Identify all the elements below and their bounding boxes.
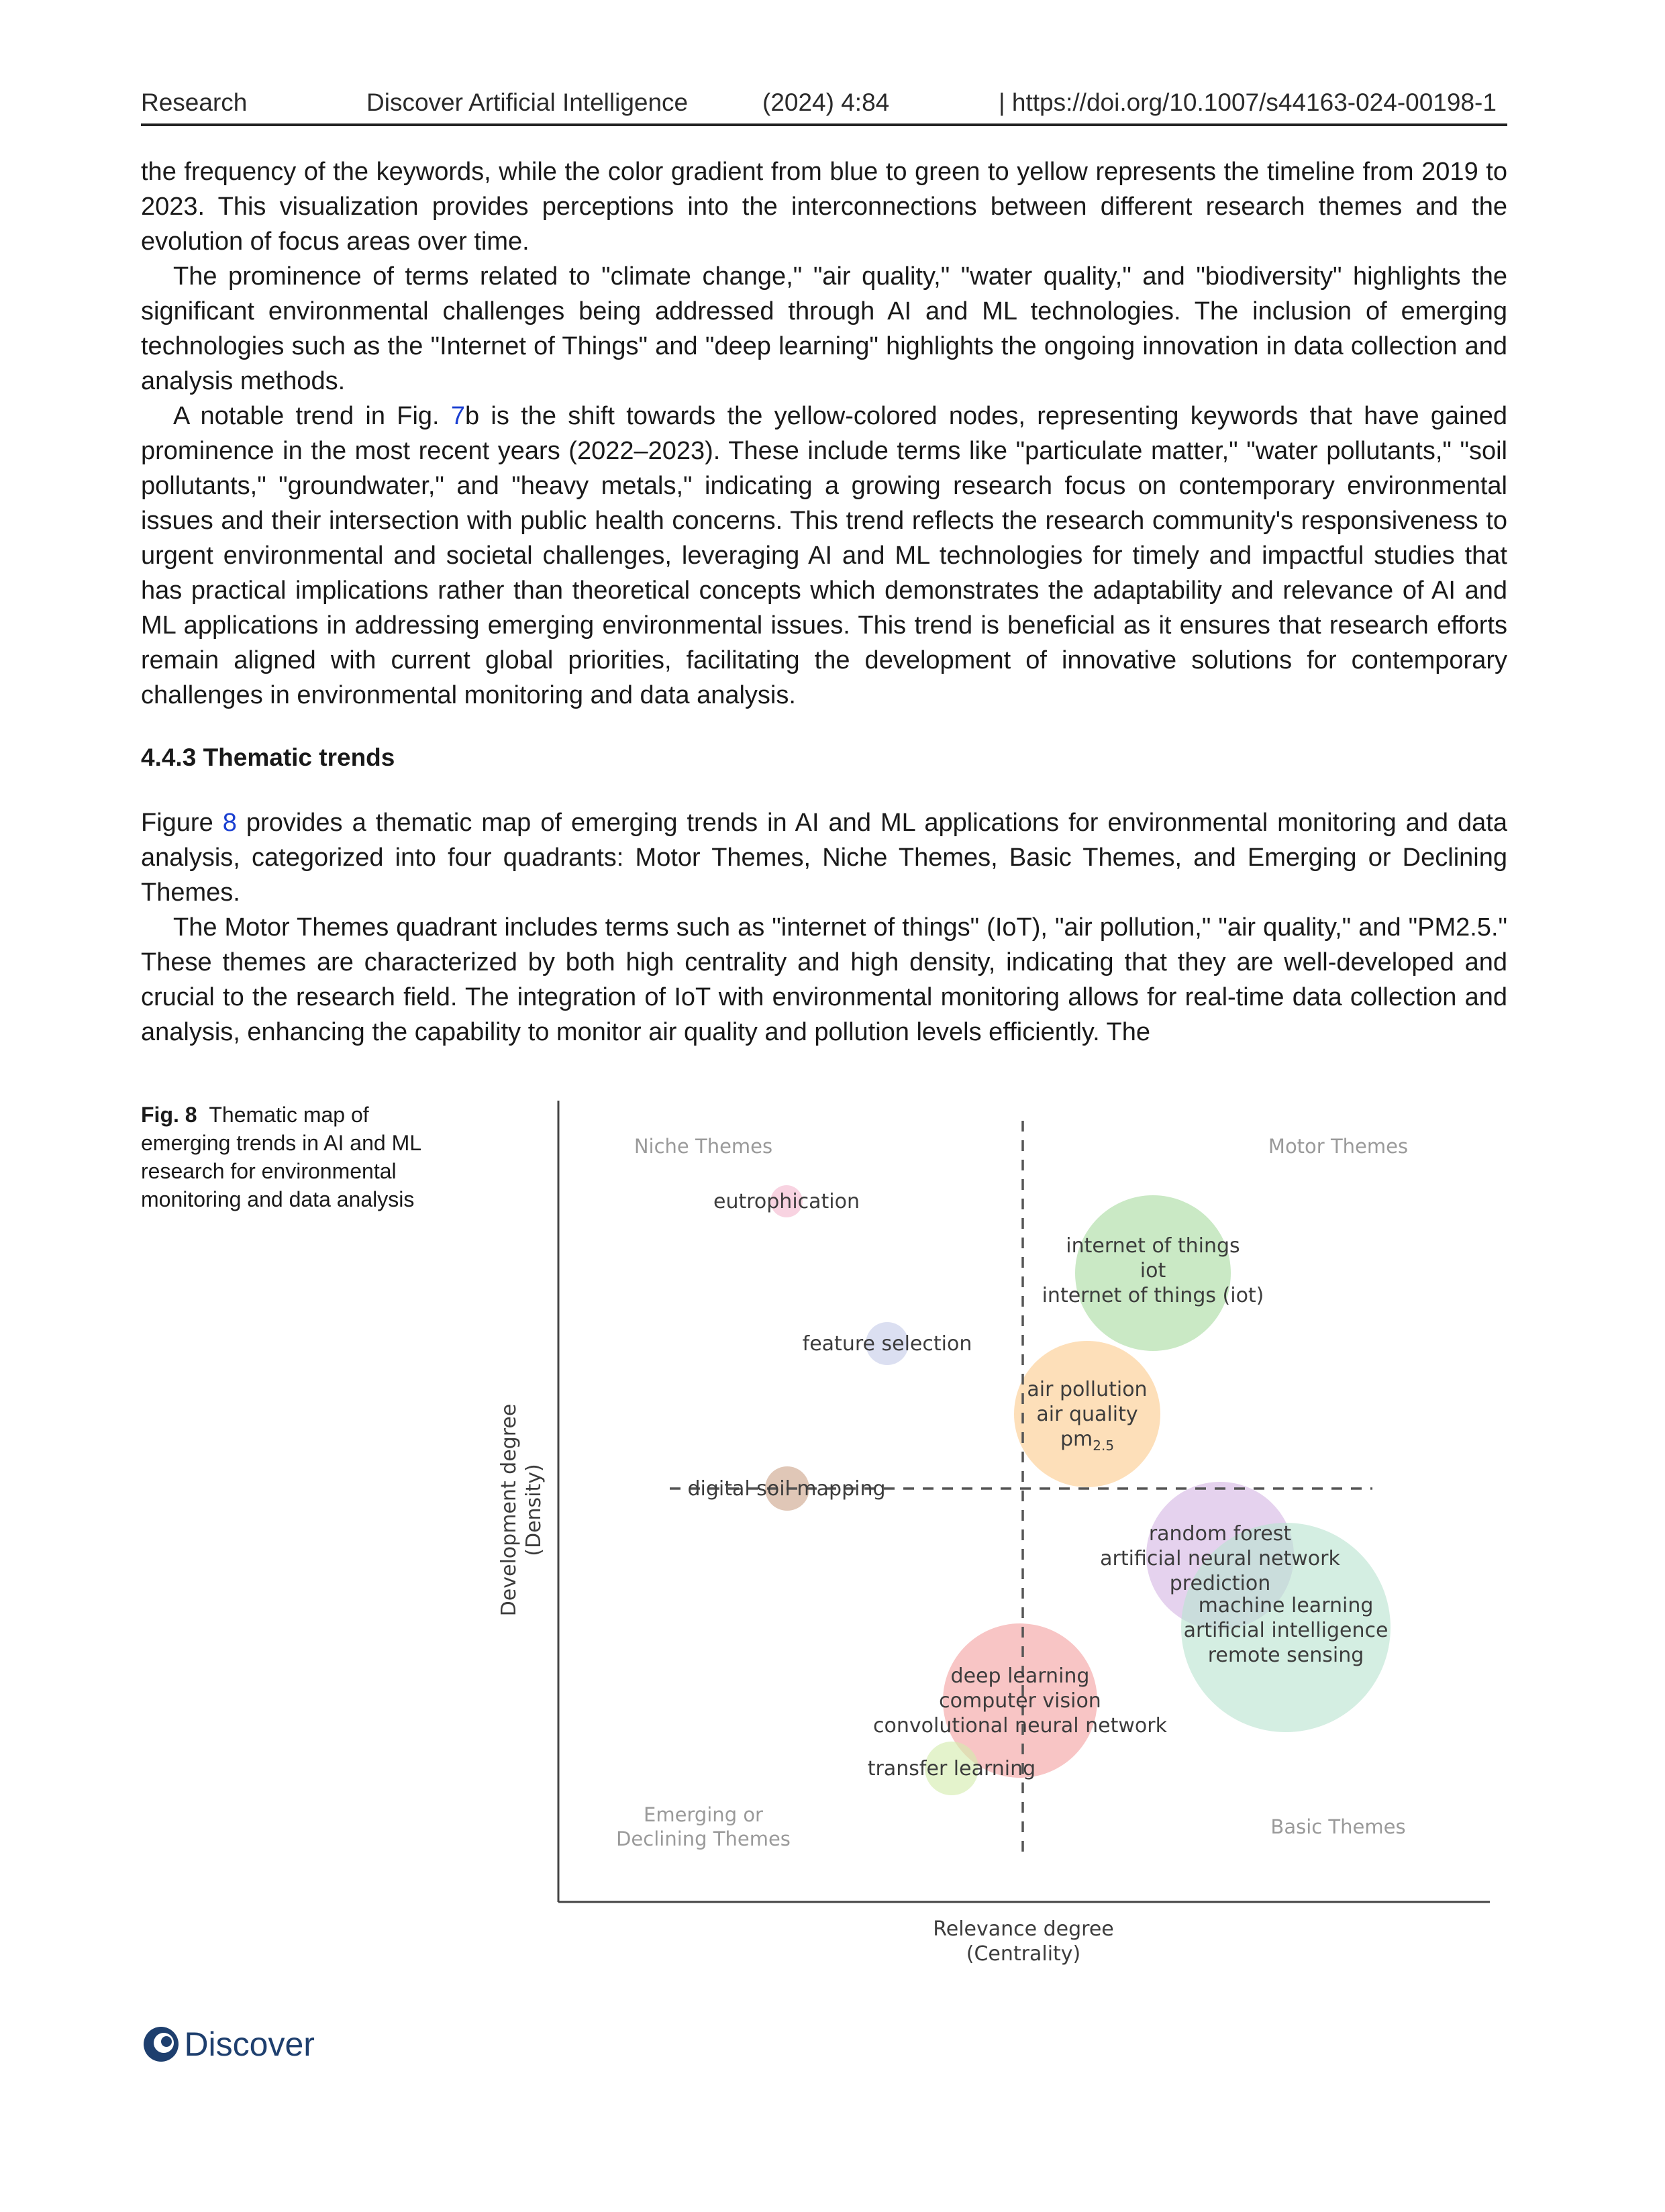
- quadrant-label-emerging: Declining Themes: [616, 1827, 791, 1850]
- cluster-label: $pm_{2.5}$: [1060, 1427, 1115, 1454]
- cluster-label: iot: [1140, 1259, 1166, 1283]
- y-axis-title: (Density): [522, 1464, 546, 1556]
- paragraph: The prominence of terms related to "climate change," "air quality," "water quality," and "biodiversity" highlights the significant environmental challenges being addressed through AI and ML technologies. The inclusion of emerging technologies such as the "Internet of Things" and "deep learning" highlights the ongoing innovation in data collection and analysis methods.: [141, 262, 1507, 395]
- thematic-map-chart: [497, 1101, 1510, 1993]
- cluster-label: internet of things (iot): [1042, 1284, 1264, 1307]
- cluster-label: artificial neural network: [1100, 1547, 1340, 1570]
- cluster-label: machine learning: [1198, 1594, 1374, 1617]
- cluster-label: air quality: [1036, 1403, 1138, 1426]
- discover-brand: Discover: [184, 2025, 315, 2063]
- cluster-label: deep learning: [950, 1664, 1090, 1688]
- quadrant-label-emerging: Emerging or: [644, 1803, 763, 1826]
- cluster-label: transfer learning: [867, 1757, 1036, 1780]
- quadrant-label-niche: Niche Themes: [634, 1135, 773, 1158]
- cluster-label: digital soil mapping: [687, 1477, 886, 1501]
- figure-caption: [141, 1101, 443, 1213]
- cluster-label: air pollution: [1027, 1378, 1148, 1401]
- cluster-label: random forest: [1148, 1522, 1292, 1546]
- header-journal: Discover Artificial Intelligence: [366, 89, 689, 116]
- caption-text: Thematic map of emerging trends in AI and ML research for environmental monitoring and data analysis: [141, 1103, 421, 1211]
- header-section: Research: [141, 89, 248, 116]
- cluster-label: remote sensing: [1207, 1644, 1364, 1667]
- y-axis-title: Development degree: [497, 1403, 521, 1617]
- paragraph: the frequency of the keywords, while the color gradient from blue to green to yellow represents the timeline from 2019 to 2023. This visualization provides perceptions into the interconnections between different research themes and the evolution of focus areas over time.: [141, 158, 1507, 256]
- running-header: [141, 86, 1507, 126]
- header-doi[interactable]: | https://doi.org/10.1007/s44163-024-00198-1: [999, 89, 1497, 116]
- quadrant-label-basic: Basic Themes: [1270, 1815, 1406, 1838]
- discover-logo-icon: [141, 2024, 181, 2064]
- cluster-label: prediction: [1169, 1572, 1271, 1595]
- header-volume: (2024) 4:84: [762, 89, 890, 116]
- cluster-label: artificial intelligence: [1183, 1619, 1389, 1642]
- quadrant-label-motor: Motor Themes: [1268, 1135, 1409, 1158]
- paragraph: Figure 8 provides a thematic map of emerging trends in AI and ML applications for environmental monitoring and data analysis, categorized into four quadrants: Motor Themes, Niche Themes, Basic Themes, and Emerging or Declining Themes.: [141, 809, 1507, 907]
- cluster-label: computer vision: [939, 1689, 1101, 1713]
- discover-logo: [141, 2024, 315, 2064]
- cluster-label: internet of things: [1066, 1234, 1240, 1258]
- cluster-label: eutrophication: [713, 1190, 860, 1213]
- thematic-map-figure: [497, 1101, 1510, 1997]
- figure-label: Fig. 8: [141, 1103, 197, 1127]
- x-axis-title: (Centrality): [966, 1942, 1081, 1966]
- figure-link[interactable]: 8: [222, 809, 237, 837]
- x-axis-title: Relevance degree: [933, 1917, 1114, 1941]
- cluster-label: convolutional neural network: [873, 1714, 1167, 1738]
- figure-link[interactable]: 7: [450, 402, 466, 430]
- cluster-label: feature selection: [802, 1332, 972, 1356]
- body-text-top: [141, 154, 1507, 713]
- body-text-mid: [141, 805, 1507, 1050]
- paragraph: A notable trend in Fig. 7b is the shift towards the yellow-colored nodes, representing keywords that have gained prominence in the most recent years (2022–2023). These include terms like "particulate matter," "water pollutants," "soil pollutants," "groundwater," and "heavy metals," indicating a growing research focus on contemporary environmental issues and their intersection with public health concerns. This trend reflects the research community's responsiveness to urgent environmental and societal challenges, leveraging AI and ML technologies for timely and impactful studies that has practical implications rather than theoretical concepts which demonstrates the adaptability and relevance of AI and ML applications in addressing emerging environmental issues. This trend is beneficial as it ensures that research efforts remain aligned with current global priorities, facilitating the development of innovative solutions for contemporary challenges in environmental monitoring and data analysis.: [141, 402, 1507, 709]
- section-heading: 4.4.3 Thematic trends: [141, 744, 395, 771]
- paragraph: The Motor Themes quadrant includes terms such as "internet of things" (IoT), "air pollution," "air quality," and "PM2.5." These themes are characterized by both high centrality and high density, indicating that they are well-developed and crucial to the research field. The integration of IoT with environmental monitoring allows for real-time data collection and analysis, enhancing the capability to monitor air quality and pollution levels efficiently. The: [141, 913, 1507, 1046]
